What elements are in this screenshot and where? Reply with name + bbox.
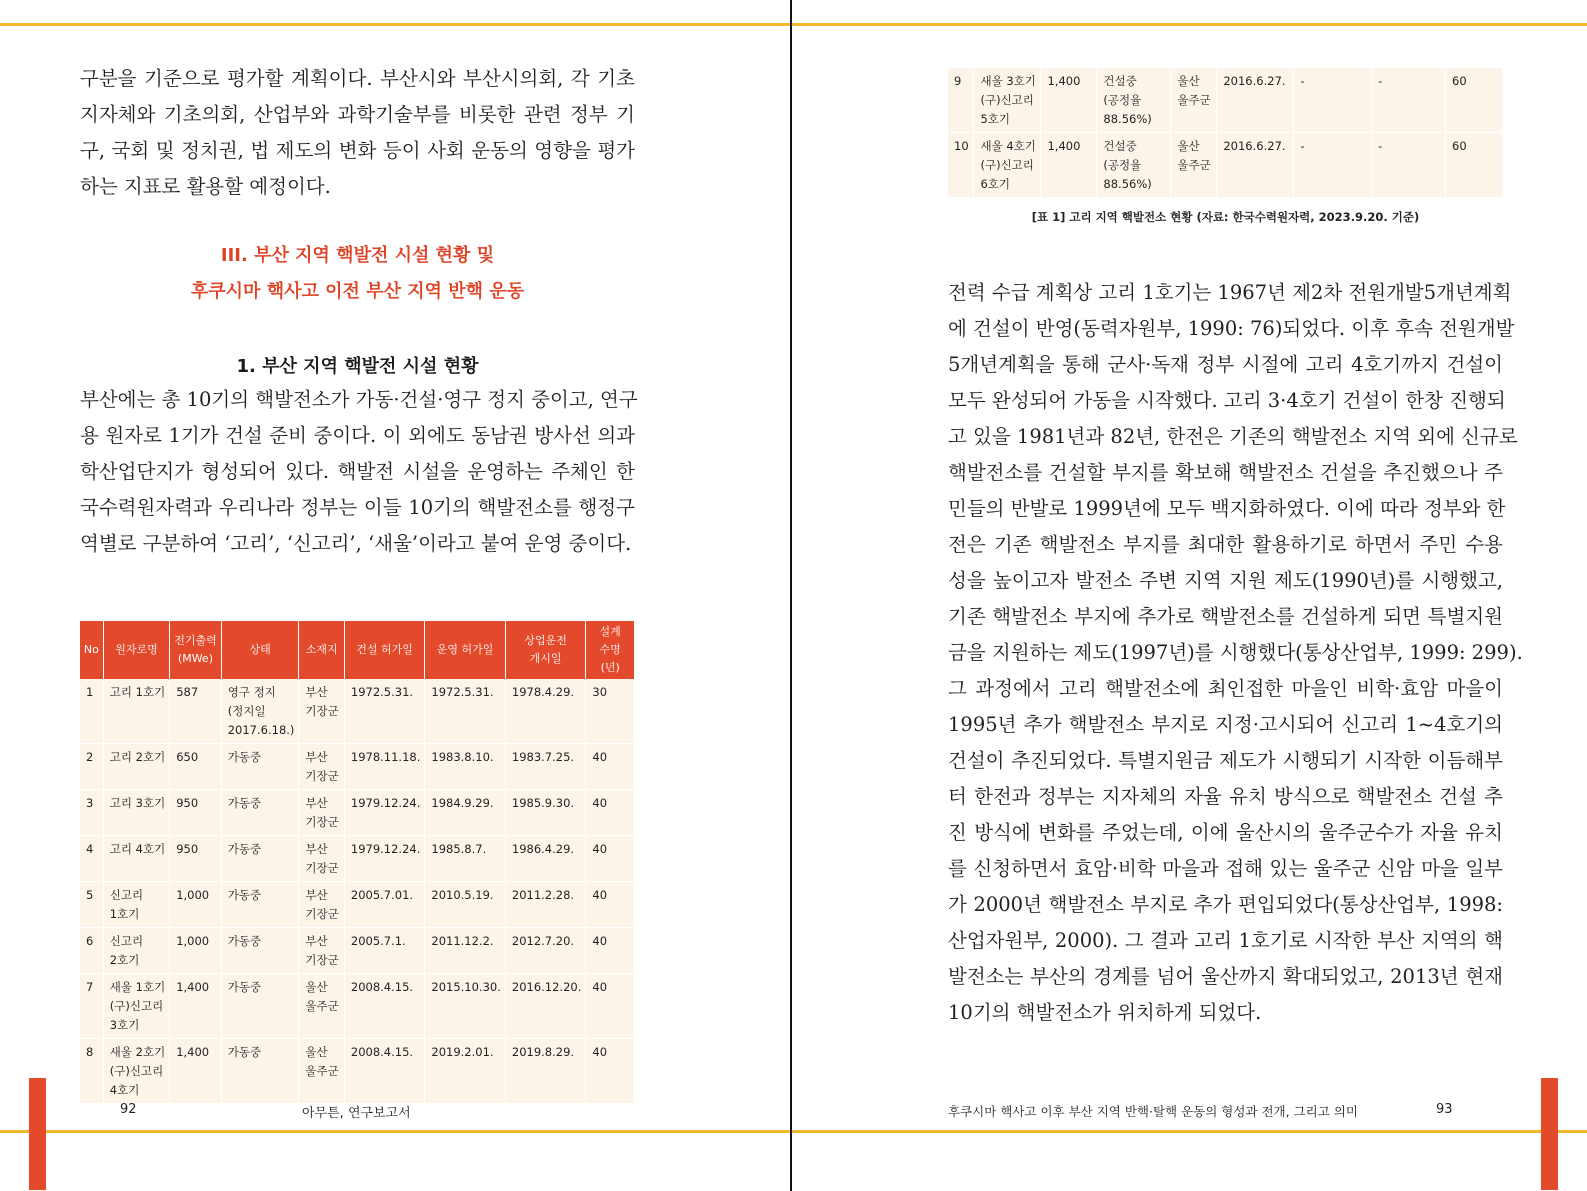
table-cell bbox=[80, 974, 103, 1039]
table-cell bbox=[221, 882, 299, 928]
text-line: 지자체와 기초의회, 산업부와 과학기술부를 비롯한 관련 정부 기 bbox=[80, 103, 635, 126]
cell-text: 5 bbox=[86, 888, 94, 902]
cell-text: 7 bbox=[86, 980, 94, 994]
column-header bbox=[299, 621, 344, 679]
cell-text: 2005.7.1. bbox=[350, 934, 406, 948]
table-cell bbox=[344, 744, 425, 790]
cell-text: 기장군 bbox=[305, 704, 339, 718]
cell-text: 2019.8.29. bbox=[511, 1045, 575, 1059]
cell-text: 1,400 bbox=[176, 1045, 210, 1059]
cell-text: 울산 bbox=[1177, 139, 1200, 153]
cell-text: 1호기 bbox=[109, 907, 140, 921]
cell-text: 부산 bbox=[305, 750, 328, 764]
cell-text: 3 bbox=[86, 796, 94, 810]
cell-text: 울산 bbox=[305, 1045, 328, 1059]
table-cell bbox=[103, 679, 169, 744]
cell-text: 가동중 bbox=[227, 1045, 262, 1059]
cell-text: 2017.6.18.) bbox=[227, 723, 295, 737]
cell-text: 건설중 bbox=[1103, 139, 1137, 153]
cell-text: 5호기 bbox=[980, 112, 1011, 126]
table-cell bbox=[299, 882, 344, 928]
column-header bbox=[344, 621, 425, 679]
cell-text: 1985.9.30. bbox=[511, 796, 575, 810]
cell-text: (구)신고리 bbox=[109, 1064, 164, 1078]
section-title-line: 후쿠시마 핵사고 이전 부산 지역 반핵 운동 bbox=[190, 281, 525, 302]
column-header-text: (MWe) bbox=[177, 652, 213, 665]
table-cell bbox=[299, 836, 344, 882]
table-cell bbox=[425, 790, 506, 836]
column-header-text: 상업운전 bbox=[524, 634, 567, 647]
cell-text: 10 bbox=[954, 139, 969, 153]
table-cell bbox=[948, 133, 974, 198]
table-row bbox=[948, 68, 1503, 133]
table-cell bbox=[425, 882, 506, 928]
cell-text: 2008.4.15. bbox=[350, 980, 414, 994]
text-line: 부산에는 총 10기의 핵발전소가 가동·건설·영구 정지 중이고, 연구 bbox=[80, 388, 638, 411]
intro-paragraph bbox=[80, 61, 635, 205]
column-header bbox=[80, 621, 103, 679]
table-cell bbox=[103, 836, 169, 882]
cell-text: 울산 bbox=[1177, 74, 1200, 88]
book-title: 아무튼, 연구보고서 bbox=[302, 1106, 411, 1121]
table-cell bbox=[221, 928, 299, 974]
table-header-row bbox=[80, 621, 635, 679]
column-header bbox=[586, 621, 635, 679]
table-cell bbox=[299, 928, 344, 974]
table-cell bbox=[586, 882, 635, 928]
cell-text: 1978.11.18. bbox=[350, 750, 421, 764]
cell-text: 1972.5.31. bbox=[431, 685, 494, 699]
cell-text: 신고리 bbox=[109, 934, 144, 948]
table-cell bbox=[505, 1039, 586, 1104]
cell-text: 40 bbox=[592, 888, 608, 902]
table-cell bbox=[344, 928, 425, 974]
table-row bbox=[80, 836, 635, 882]
cell-text: - bbox=[1378, 74, 1383, 88]
table-cell bbox=[586, 744, 635, 790]
table-cell bbox=[103, 974, 169, 1039]
table-cell bbox=[505, 882, 586, 928]
column-header-text: 운영 허가일 bbox=[436, 643, 494, 656]
table-cell bbox=[1372, 133, 1446, 198]
text-line: 산업자원부, 2000). 그 결과 고리 1호기로 시작한 부산 지역의 핵 bbox=[948, 929, 1503, 952]
cell-text: 고리 3호기 bbox=[109, 796, 166, 810]
table-cell bbox=[299, 679, 344, 744]
body-paragraph-right bbox=[948, 275, 1523, 1031]
table-cell bbox=[425, 974, 506, 1039]
column-header bbox=[221, 621, 299, 679]
table-cell bbox=[80, 679, 103, 744]
cell-text: 1986.4.29. bbox=[511, 842, 575, 856]
table-cell bbox=[425, 928, 506, 974]
text-line: 발전소는 부산의 경계를 넘어 울산까지 확대되었고, 2013년 현재 bbox=[948, 965, 1503, 988]
body-paragraph bbox=[80, 382, 638, 562]
cell-text: (정지일 bbox=[227, 704, 266, 718]
cell-text: 새울 4호기 bbox=[980, 139, 1036, 153]
column-header-text: 설계 bbox=[599, 625, 621, 638]
table-cell bbox=[221, 974, 299, 1039]
table-cell bbox=[586, 1039, 635, 1104]
cell-text: 8 bbox=[86, 1045, 94, 1059]
text-line: 1995년 추가 핵발전소 부지로 지정·고시되어 신고리 1~4호기의 bbox=[948, 713, 1503, 736]
cell-text: 새울 3호기 bbox=[980, 74, 1036, 88]
cell-text: 1,000 bbox=[176, 888, 210, 902]
table-row bbox=[80, 790, 635, 836]
table-cell bbox=[344, 974, 425, 1039]
cell-text: (구)신고리 bbox=[109, 999, 164, 1013]
cell-text: 기장군 bbox=[305, 953, 339, 967]
table-cell bbox=[80, 790, 103, 836]
table-cell bbox=[170, 790, 222, 836]
cell-text: 60 bbox=[1452, 74, 1467, 88]
text-line: 민들의 반발로 1999년에 모두 백지화하였다. 이에 따라 정부와 한 bbox=[948, 497, 1506, 520]
cell-text: 2011.12.2. bbox=[431, 934, 494, 948]
cell-text: (공정율 bbox=[1103, 93, 1142, 107]
cell-text: - bbox=[1378, 139, 1383, 153]
cell-text: 부산 bbox=[305, 796, 328, 810]
text-line: 5개년계획을 통해 군사·독재 정부 시절에 고리 4호기까지 건설이 bbox=[948, 353, 1503, 376]
text-line: 학산업단지가 형성되어 있다. 핵발전 시설을 운영하는 주체인 한 bbox=[80, 460, 635, 483]
cell-text: (구)신고리 bbox=[980, 93, 1034, 107]
table-cell bbox=[344, 679, 425, 744]
table-cell bbox=[1446, 133, 1503, 198]
table-cell bbox=[80, 836, 103, 882]
text-line: 전은 기존 핵발전소 부지를 최대한 활용하기로 하면서 주민 수용 bbox=[948, 533, 1503, 556]
cell-text: 1978.4.29. bbox=[511, 685, 575, 699]
text-line: 10기의 핵발전소가 위치하게 되었다. bbox=[948, 1001, 1262, 1024]
cell-text: 1983.7.25. bbox=[511, 750, 575, 764]
cell-text: 울산 bbox=[305, 980, 328, 994]
table-cell bbox=[1041, 133, 1097, 198]
cell-text: 부산 bbox=[305, 685, 328, 699]
cell-text: 울주군 bbox=[305, 999, 339, 1013]
text-line: 에 건설이 반영(동력자원부, 1990: 76)되었다. 이후 후속 전원개발 bbox=[948, 317, 1515, 340]
table-cell bbox=[221, 679, 299, 744]
table-cell bbox=[170, 679, 222, 744]
cell-text: 가동중 bbox=[227, 796, 262, 810]
table-cell bbox=[80, 928, 103, 974]
text-line: 용 원자로 1기가 건설 준비 중이다. 이 외에도 동남권 방사선 의과 bbox=[80, 424, 635, 447]
cell-text: - bbox=[1300, 139, 1305, 153]
table-cell bbox=[1171, 133, 1217, 198]
table-caption: [표 1] 고리 지역 핵발전소 현황 (자료: 한국수력원자력, 2023.9.20. 기준) bbox=[1031, 210, 1420, 224]
cell-text: 4 bbox=[86, 842, 94, 856]
column-header-text: 원자로명 bbox=[115, 643, 158, 656]
cell-text: 기장군 bbox=[305, 861, 339, 875]
table-cell bbox=[299, 744, 344, 790]
column-header-text: 전기출력 bbox=[174, 634, 217, 647]
table-cell bbox=[1097, 68, 1171, 133]
cell-text: - bbox=[1300, 74, 1305, 88]
table-cell bbox=[1171, 68, 1217, 133]
table-cell bbox=[170, 744, 222, 790]
cell-text: 6 bbox=[86, 934, 94, 948]
table-cell bbox=[505, 679, 586, 744]
table-cell bbox=[586, 928, 635, 974]
table-cell bbox=[505, 744, 586, 790]
cell-text: 2호기 bbox=[109, 953, 140, 967]
table-cell bbox=[221, 836, 299, 882]
cell-text: 40 bbox=[592, 934, 608, 948]
table-row bbox=[80, 744, 635, 790]
table-cell bbox=[344, 836, 425, 882]
table-row bbox=[80, 679, 635, 744]
table-cell bbox=[974, 68, 1041, 133]
column-header-text: 수명 (년) bbox=[599, 643, 621, 674]
table-cell bbox=[170, 1039, 222, 1104]
column-header bbox=[505, 621, 586, 679]
reactor-table-continued bbox=[948, 68, 1503, 198]
cell-text: 부산 bbox=[305, 842, 328, 856]
table-cell bbox=[586, 974, 635, 1039]
cell-text: 587 bbox=[176, 685, 199, 699]
cell-text: 88.56%) bbox=[1103, 177, 1152, 191]
column-header-text: 건설 허가일 bbox=[356, 643, 413, 656]
cell-text: 가동중 bbox=[227, 888, 262, 902]
cell-text: 88.56%) bbox=[1103, 112, 1152, 126]
cell-text: 60 bbox=[1452, 139, 1467, 153]
cell-text: 2011.2.28. bbox=[511, 888, 575, 902]
cell-text: 기장군 bbox=[305, 769, 339, 783]
text-line: 진 방식에 변화를 주었는데, 이에 울산시의 울주군수가 자율 유치 bbox=[948, 821, 1503, 844]
column-header bbox=[425, 621, 506, 679]
table-cell bbox=[586, 679, 635, 744]
cell-text: 6호기 bbox=[980, 177, 1011, 191]
cell-text: 2005.7.01. bbox=[350, 888, 414, 902]
cell-text: 1985.8.7. bbox=[431, 842, 487, 856]
table-cell bbox=[1294, 68, 1372, 133]
text-line: 전력 수급 계획상 고리 1호기는 1967년 제2차 전원개발5개년계획 bbox=[948, 281, 1512, 304]
table-cell bbox=[170, 882, 222, 928]
table-cell bbox=[505, 928, 586, 974]
cell-text: 40 bbox=[592, 842, 608, 856]
cell-text: 2016.6.27. bbox=[1223, 139, 1286, 153]
text-line: 핵발전소를 건설할 부지를 확보해 핵발전소 건설을 추진했으나 주 bbox=[948, 461, 1503, 484]
cell-text: 신고리 bbox=[109, 888, 144, 902]
table-cell bbox=[170, 974, 222, 1039]
cell-text: 1983.8.10. bbox=[431, 750, 494, 764]
table-cell bbox=[586, 836, 635, 882]
cell-text: 1979.12.24. bbox=[350, 842, 421, 856]
cell-text: 2008.4.15. bbox=[350, 1045, 414, 1059]
cell-text: 40 bbox=[592, 1045, 608, 1059]
text-line: 터 한전과 정부는 지자체의 자율 유치 방식으로 핵발전소 건설 추 bbox=[948, 785, 1503, 808]
cell-text: 고리 2호기 bbox=[109, 750, 166, 764]
cell-text: 2 bbox=[86, 750, 94, 764]
cell-text: 기장군 bbox=[305, 907, 339, 921]
cell-text: 950 bbox=[176, 842, 199, 856]
cell-text: (공정율 bbox=[1103, 158, 1142, 172]
page-number: 93 bbox=[1436, 1102, 1453, 1117]
table-cell bbox=[103, 882, 169, 928]
table-cell bbox=[170, 928, 222, 974]
cell-text: (구)신고리 bbox=[980, 158, 1034, 172]
table-cell bbox=[103, 744, 169, 790]
table-cell bbox=[344, 882, 425, 928]
cell-text: 부산 bbox=[305, 888, 328, 902]
cell-text: 2012.7.20. bbox=[511, 934, 575, 948]
reactor-table bbox=[80, 621, 635, 1104]
text-line: 하는 지표로 활용할 예정이다. bbox=[80, 175, 331, 198]
cell-text: 650 bbox=[176, 750, 199, 764]
text-line: 국수력원자력과 우리나라 정부는 이들 10기의 핵발전소를 행정구 bbox=[80, 496, 635, 519]
page-number: 92 bbox=[120, 1102, 137, 1117]
table-cell bbox=[1294, 133, 1372, 198]
table-cell bbox=[170, 836, 222, 882]
cell-text: 고리 1호기 bbox=[109, 685, 166, 699]
table-cell bbox=[425, 744, 506, 790]
cell-text: 가동중 bbox=[227, 842, 262, 856]
column-header bbox=[103, 621, 169, 679]
table-cell bbox=[299, 790, 344, 836]
table-cell bbox=[221, 744, 299, 790]
table-cell bbox=[299, 974, 344, 1039]
table-cell bbox=[103, 1039, 169, 1104]
text-line: 성을 높이고자 발전소 주변 지역 지원 제도(1990년)를 시행했고, bbox=[948, 569, 1503, 592]
column-header-text: 소재지 bbox=[305, 643, 338, 656]
section-title bbox=[80, 238, 635, 310]
table-row bbox=[80, 882, 635, 928]
cell-text: 울주군 bbox=[1177, 158, 1211, 172]
cell-text: 가동중 bbox=[227, 750, 262, 764]
table-cell bbox=[505, 790, 586, 836]
cell-text: 2016.12.20. bbox=[511, 980, 582, 994]
table-cell bbox=[1217, 68, 1294, 133]
cell-text: 고리 4호기 bbox=[109, 842, 166, 856]
table-row bbox=[80, 1039, 635, 1104]
table-cell bbox=[344, 790, 425, 836]
cell-text: 영구 정지 bbox=[227, 685, 276, 699]
cell-text: 새울 1호기 bbox=[109, 980, 166, 994]
cell-text: 건설중 bbox=[1103, 74, 1137, 88]
cell-text: 40 bbox=[592, 980, 608, 994]
cell-text: 가동중 bbox=[227, 934, 262, 948]
table-cell bbox=[103, 928, 169, 974]
cell-text: 1,400 bbox=[1047, 139, 1081, 153]
table-cell bbox=[425, 1039, 506, 1104]
column-header-text: No bbox=[83, 643, 99, 656]
section-title-line: III. 부산 지역 핵발전 시설 현황 및 bbox=[220, 245, 495, 266]
table-cell bbox=[425, 679, 506, 744]
column-header-text: 개시일 bbox=[529, 652, 562, 665]
column-header-text: 상태 bbox=[249, 643, 271, 656]
cell-text: 950 bbox=[176, 796, 199, 810]
text-line: 가 2000년 핵발전소 부지로 추가 편입되었다(통상산업부, 1998: bbox=[948, 893, 1503, 916]
subsection-title: 1. 부산 지역 핵발전 시설 현황 bbox=[236, 356, 479, 377]
table-cell bbox=[103, 790, 169, 836]
table-cell bbox=[505, 974, 586, 1039]
table-cell bbox=[425, 836, 506, 882]
cell-text: 1,000 bbox=[176, 934, 210, 948]
cell-text: 울주군 bbox=[305, 1064, 339, 1078]
table-cell bbox=[1446, 68, 1503, 133]
cell-text: 부산 bbox=[305, 934, 328, 948]
cell-text: 40 bbox=[592, 750, 608, 764]
text-line: 역별로 구분하여 ‘고리’, ‘신고리’, ‘새울’이라고 붙여 운영 중이다. bbox=[80, 532, 632, 555]
text-line: 그 과정에서 고리 핵발전소에 최인접한 마을인 비학·효암 마을이 bbox=[948, 677, 1503, 700]
cell-text: 9 bbox=[954, 74, 962, 88]
table-cell bbox=[221, 790, 299, 836]
cell-text: 40 bbox=[592, 796, 608, 810]
cell-text: 2010.5.19. bbox=[431, 888, 494, 902]
table-cell bbox=[80, 882, 103, 928]
cell-text: 1,400 bbox=[176, 980, 210, 994]
table-cell bbox=[299, 1039, 344, 1104]
table-cell bbox=[80, 1039, 103, 1104]
table-cell bbox=[974, 133, 1041, 198]
cell-text: 1979.12.24. bbox=[350, 796, 421, 810]
cell-text: 울주군 bbox=[1177, 93, 1211, 107]
table-cell bbox=[1097, 133, 1171, 198]
table-cell bbox=[1041, 68, 1097, 133]
cell-text: 2019.2.01. bbox=[431, 1045, 494, 1059]
cell-text: 1972.5.31. bbox=[350, 685, 414, 699]
text-line: 구, 국회 및 정치권, 법 제도의 변화 등이 사회 운동의 영향을 평가 bbox=[80, 139, 635, 162]
cell-text: 새울 2호기 bbox=[109, 1045, 166, 1059]
cell-text: 가동중 bbox=[227, 980, 262, 994]
table-cell bbox=[586, 790, 635, 836]
cell-text: 30 bbox=[592, 685, 608, 699]
text-line: 모두 완성되어 가동을 시작했다. 고리 3·4호기 건설이 한창 진행되 bbox=[948, 389, 1506, 412]
cell-text: 1 bbox=[86, 685, 94, 699]
table-cell bbox=[80, 744, 103, 790]
table-cell bbox=[1217, 133, 1294, 198]
cell-text: 1984.9.29. bbox=[431, 796, 494, 810]
cell-text: 3호기 bbox=[109, 1018, 140, 1032]
text-line: 건설이 추진되었다. 특별지원금 제도가 시행되기 시작한 이듬해부 bbox=[948, 749, 1503, 772]
text-line: 금을 지원하는 제도(1997년)를 시행했다(통상산업부, 1999: 299). bbox=[948, 641, 1523, 664]
text-line: 를 신청하면서 효암·비학 마을과 접해 있는 울주군 신암 마을 일부 bbox=[948, 857, 1503, 880]
cell-text: 2015.10.30. bbox=[431, 980, 501, 994]
running-title: 후쿠시마 핵사고 이후 부산 지역 반핵·탈핵 운동의 형성과 전개, 그리고 의미 bbox=[948, 1104, 1358, 1119]
table-cell bbox=[221, 1039, 299, 1104]
table-row bbox=[948, 133, 1503, 198]
text-line: 구분을 기준으로 평가할 계획이다. 부산시와 부산시의회, 각 기초 bbox=[80, 67, 635, 90]
table-row bbox=[80, 974, 635, 1039]
text-line: 기존 핵발전소 부지에 추가로 핵발전소를 건설하게 되면 특별지원 bbox=[948, 605, 1503, 628]
cell-text: 2016.6.27. bbox=[1223, 74, 1286, 88]
text-line: 고 있을 1981년과 82년, 한전은 기존의 핵발전소 지역 외에 신규로 bbox=[948, 425, 1518, 448]
cell-text: 기장군 bbox=[305, 815, 339, 829]
cell-text: 1,400 bbox=[1047, 74, 1081, 88]
table-row bbox=[80, 928, 635, 974]
table-cell bbox=[505, 836, 586, 882]
cell-text: 4호기 bbox=[109, 1083, 140, 1097]
table-cell bbox=[1372, 68, 1446, 133]
left-page bbox=[0, 0, 790, 1191]
table-cell bbox=[948, 68, 974, 133]
column-header bbox=[170, 621, 222, 679]
table-cell bbox=[344, 1039, 425, 1104]
